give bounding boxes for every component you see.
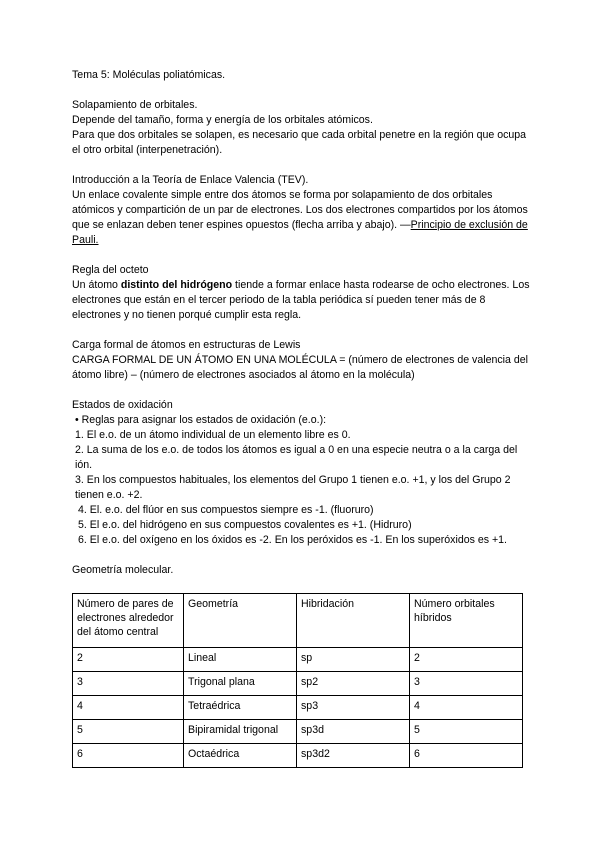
rule-item: 4. El. e.o. del flúor en sus compuestos siempre es -1. (fluoruro): [78, 504, 374, 516]
paragraph: CARGA FORMAL DE UN ÁTOMO EN UNA MOLÉCULA = (número de electrones de valencia del átomo libre) – (número de electrones asociados al átomo en la molécula): [72, 354, 528, 381]
tev-text: Un enlace covalente simple entre dos átomos se forma por solapamiento de dos orbitales atómicos y compartición de un par de electrones. Los dos electrones compartidos por los átomos que se enlazan deben tener espines opuestos (flecha arriba y abajo). —: [72, 189, 528, 231]
table-cell: sp3d2: [297, 744, 410, 768]
table-cell: Bipiramidal trigonal: [184, 720, 297, 744]
table-header-row: [73, 594, 523, 648]
table-row: [73, 672, 523, 696]
octet-bold: distinto del hidrógeno: [120, 279, 233, 291]
table-row: [73, 720, 523, 744]
section-heading: Introducción a la Teoría de Enlace Valencia (TEV).: [72, 174, 309, 186]
table-row: [73, 648, 523, 672]
table-header-cell: Hibridación: [297, 594, 410, 648]
table-cell: 3: [410, 672, 523, 696]
section-octet: [72, 263, 532, 323]
section-heading: Carga formal de átomos en estructuras de Lewis: [72, 339, 301, 351]
section-geometry: [72, 563, 532, 768]
section-oxidation: [72, 398, 532, 548]
table-cell: 4: [73, 696, 184, 720]
table-cell: 3: [73, 672, 184, 696]
pauli-link[interactable]: Principio de exclusión de Pauli.: [72, 219, 528, 246]
table-cell: Tetraédrica: [184, 696, 297, 720]
geometry-table: [72, 593, 523, 768]
rules-intro: • Reglas para asignar los estados de oxidación (e.o.):: [75, 414, 327, 426]
table-cell: Lineal: [184, 648, 297, 672]
section-heading: Geometría molecular.: [72, 564, 174, 576]
table-header-cell: Número orbitales híbridos: [410, 594, 523, 648]
octet-post: tiende a formar enlace hasta rodearse de ocho electrones. Los electrones que están en el tercer periodo de la tabla periódica sí pueden tener más de 8 electrones y no tienen porqué cumplir esta regla.: [72, 279, 530, 321]
table-header-cell: Geometría: [184, 594, 297, 648]
section-formal-charge: [72, 338, 532, 383]
section-heading: Solapamiento de orbitales.: [72, 99, 198, 111]
table-cell: sp2: [297, 672, 410, 696]
table-cell: 2: [73, 648, 184, 672]
table-cell: sp3: [297, 696, 410, 720]
paragraph: Para que dos orbitales se solapen, es necesario que cada orbital penetre en la región que ocupa el otro orbital (interpenetración).: [72, 129, 527, 156]
doc-title: Tema 5: Moléculas poliatómicas.: [72, 69, 226, 81]
table-cell: sp3d: [297, 720, 410, 744]
table-cell: 4: [410, 696, 523, 720]
table-cell: 2: [410, 648, 523, 672]
rule-item: 6. El e.o. del oxígeno en los óxidos es -2. En los peróxidos es -1. En los superóxidos es +1.: [78, 534, 508, 546]
table-row: [73, 744, 523, 768]
paragraph: Depende del tamaño, forma y energía de los orbitales atómicos.: [72, 114, 373, 126]
section-heading: Estados de oxidación: [72, 399, 173, 411]
table-header-cell: Número de pares de electrones alrededor del átomo central: [73, 594, 184, 648]
table-cell: Trigonal plana: [184, 672, 297, 696]
octet-pre: Un átomo: [72, 279, 121, 291]
rule-item: 1. El e.o. de un átomo individual de un elemento libre es 0.: [75, 429, 351, 441]
table-cell: 5: [410, 720, 523, 744]
table-row: [73, 696, 523, 720]
table-cell: 6: [73, 744, 184, 768]
paragraph: [72, 278, 532, 323]
table-cell: Octaédrica: [184, 744, 297, 768]
section-heading: Regla del octeto: [72, 264, 149, 276]
rule-item: 2. La suma de los e.o. de todos los átomos es igual a 0 en una especie neutra o a la carga del ión.: [75, 444, 518, 471]
table-cell: 6: [410, 744, 523, 768]
section-overlap: [72, 98, 532, 158]
section-tev: [72, 173, 532, 248]
paragraph: [72, 188, 532, 248]
document-page: [72, 68, 532, 768]
rule-item: 5. El e.o. del hidrógeno en sus compuestos covalentes es +1. (Hidruro): [78, 519, 412, 531]
rule-item: 3. En los compuestos habituales, los elementos del Grupo 1 tienen e.o. +1, y los del Grupo 2 tienen e.o. +2.: [75, 474, 511, 501]
table-cell: 5: [73, 720, 184, 744]
table-cell: sp: [297, 648, 410, 672]
